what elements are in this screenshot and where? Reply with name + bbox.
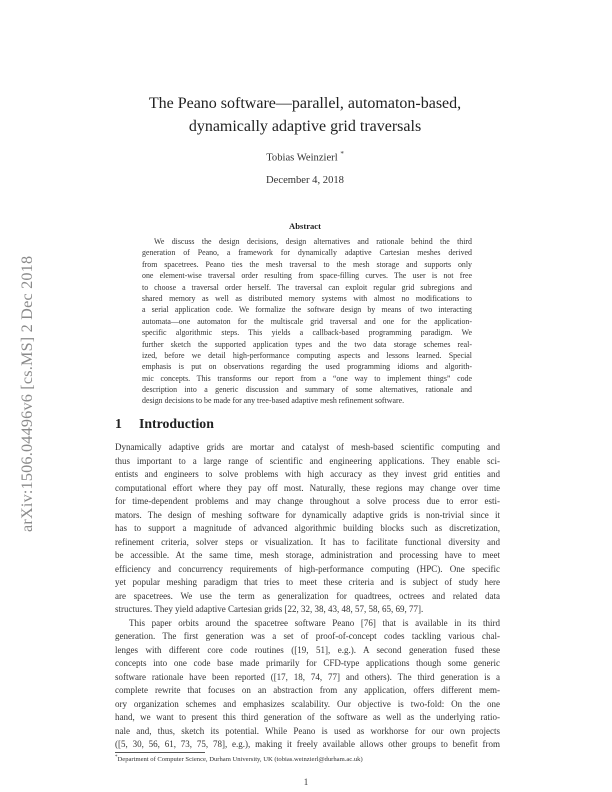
author-footnote-mark: * [340,150,344,158]
footnote-text: Department of Computer Science, Durham University, UK (tobias.weinzierl@durham.ac.uk) [117,756,363,764]
footnote-mark: * [115,755,118,760]
abstract-line: ized, before we detail high-performance computing aspects and lessons learned. Special [142,350,472,360]
body-text [115,441,500,752]
author [60,150,550,164]
title-line-2: dynamically adaptive grid traversals [188,118,422,135]
abstract-body [142,236,472,407]
abstract-line: one element-wise traversal order resulting from space-filling curves. The user is not free [142,271,472,281]
body-line: ory organization schemes and emphasizes scalability. Our objective is two-fold: On the one [115,698,500,709]
abstract-line: automata—one automaton for the multiscale grid traversal and one for the application- [142,316,472,326]
body-line: efficiency and concurrency requirements of high-performance computing (HPC). One specific [115,563,500,574]
section-title: Introduction [139,416,214,431]
section-heading [115,416,214,432]
abstract-line: a serial application code. We formalize the software design by means of two interacting [142,305,472,315]
body-line: computational effort where they pay off most. Naturally, these regions may change over time [115,482,500,493]
abstract-line: shared memory as well as distributed memory systems with almost no modifications to [142,293,472,303]
body-line: complete rewrite that focuses on an abstraction from any application, offers different mem- [115,685,500,695]
author-name: Tobias Weinzierl [266,152,338,164]
abstract-line: emphasis is put on observations regarding the used programming idioms and algorith- [142,362,472,372]
paper-title [60,92,550,138]
body-line: mators. The design of meshing software for dynamically adaptive grids is non-trivial since it [115,509,500,520]
abstract-line: specific algorithmic steps. This yields a callback-based programming paradigm. We [142,328,472,338]
abstract-line: description into a generic discussion and summary of some alternatives, rationale and [142,385,472,395]
body-line: lenges with different core code routines ([19, 51], e.g.). A second generation fused these [115,644,500,655]
body-line: nale and, thus, sketch its potential. While Peano is used as workhorse for our own projects [115,725,500,736]
paper-date: December 4, 2018 [266,175,344,186]
footnote [115,755,363,763]
body-line: for time-dependent problems and may change throughout a solve process due to error esti- [115,496,500,506]
body-line: be accessible. At the same time, mesh storage, administration and processing have to meet [115,550,500,560]
section-number: 1 [115,416,122,431]
body-line: generation. The first generation was a set of proof-of-concept codes tackling various chal- [115,631,500,641]
body-line: ([5, 30, 56, 61, 73, 75, 78], e.g.), making it freely available allows other groups to benefit from [115,739,500,749]
abstract-line: from spacetrees. Peano ties the mesh traversal to the mesh storage and supports only [142,259,472,269]
page-number: 1 [303,777,309,787]
body-line: refinement criteria, solver steps or visualization. It has to facilitate functional diversity and [115,536,500,547]
abstract-line: generation of Peano, a framework for dynamically adaptive Cartesian meshes derived [142,248,472,258]
body-line: concepts into one code base made primarily for CFD-type applications though some generic [115,658,500,668]
body-line: yet popular meshing paradigm that tries to meet these criteria and is subject of study here [115,577,500,587]
body-line: has to support a magnitude of advanced algorithmic building blocks such as discretization, [115,523,500,533]
body-line: thus important to a large range of scientific and engineering applications. They enable sci- [115,455,500,466]
abstract-line: design decisions to be made for any tree-based adaptive mesh refinement software. [142,396,405,406]
body-line: hand, we want to present this third generation of the software as well as the underlying ratio- [115,712,500,722]
body-line: Dynamically adaptive grids are mortar and catalyst of mesh-based scientific computing and [115,442,500,452]
abstract-line: mic concepts. This transforms our report from a “one way to implement things” code [142,373,472,383]
abstract-line: further sketch the supported application types and the two data storage schemes real- [142,339,472,349]
title-line-1: The Peano software—parallel, automaton-based, [148,95,462,112]
arxiv-stamp: arXiv:1506.04496v6 [cs.MS] 2 Dec 2018 [18,255,36,532]
body-line: entists and engineers to solve problems with high accuracy as they invest grid entities and [115,469,500,479]
abstract-line: to choose a traversal order herself. The traversal can exploit regular grid subregions and [142,282,472,292]
footnote-rule [115,752,205,753]
body-line: software rationale have been reported ([17, 18, 74, 77] and others). The third generation is a [115,671,500,682]
body-line: This paper orbits around the spacetree software Peano [76] that is available in its third [129,617,500,628]
body-line: structures. They yield adaptive Cartesian grids [22, 32, 38, 43, 48, 57, 58, 65, 69, 77]. [115,604,424,614]
abstract-line: We discuss the design decisions, design alternatives and rationale behind the third [154,237,472,246]
abstract-heading: Abstract [289,221,321,231]
body-line: are spacetrees. We use the term as generalization for quadtrees, octrees and related data [115,590,500,601]
